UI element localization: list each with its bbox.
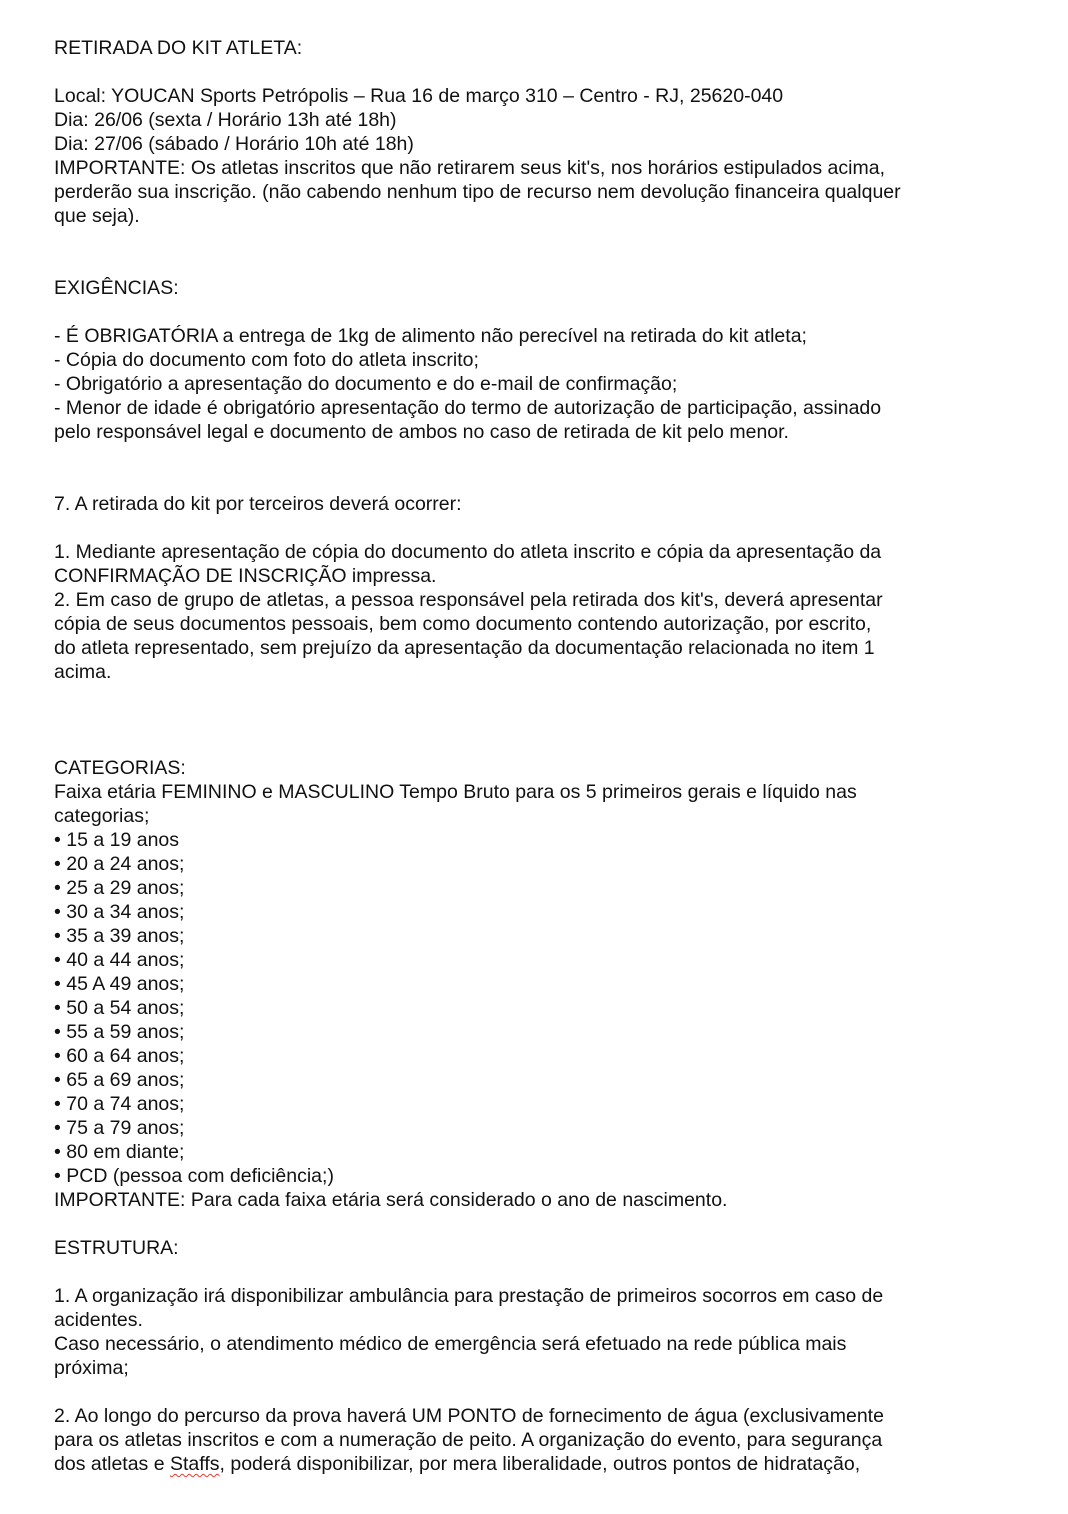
categorias-intro: Faixa etária FEMININO e MASCULINO Tempo Bruto para os 5 primeiros gerais e líquido nas [54, 781, 857, 803]
estrutura-item-2: 2. Ao longo do percurso da prova haverá UM PONTO de fornecimento de água (exclusivamente [54, 1405, 884, 1427]
terceiros-line: 2. Em caso de grupo de atletas, a pessoa responsável pela retirada dos kit's, deverá apresentar [54, 589, 883, 611]
exigencia-item: - Menor de idade é obrigatório apresentação do termo de autorização de participação, assinado [54, 397, 882, 419]
text-run: dos atletas e [54, 1453, 170, 1475]
categoria-item: • 35 a 39 anos; [54, 925, 185, 947]
categoria-item: • 30 a 34 anos; [54, 901, 185, 923]
categoria-item: • 60 a 64 anos; [54, 1045, 185, 1067]
kit-important-line: que seja). [54, 205, 140, 227]
categoria-item: • PCD (pessoa com deficiência;) [54, 1165, 334, 1187]
text-run: , poderá disponibilizar, por mera liberalidade, outros pontos de hidratação, [219, 1453, 861, 1475]
terceiros-line: CONFIRMAÇÃO DE INSCRIÇÃO impressa. [54, 565, 437, 587]
spellcheck-word: Staffs [170, 1453, 220, 1475]
section-heading-exigencias: EXIGÊNCIAS: [54, 277, 179, 299]
kit-day-1: Dia: 26/06 (sexta / Horário 13h até 18h) [54, 109, 397, 131]
section-heading-terceiros: 7. A retirada do kit por terceiros deverá ocorrer: [54, 493, 462, 515]
categoria-item: • 70 a 74 anos; [54, 1093, 185, 1115]
categoria-item: • 65 a 69 anos; [54, 1069, 185, 1091]
categoria-item: • 15 a 19 anos [54, 829, 180, 851]
categoria-item: • 80 em diante; [54, 1141, 185, 1163]
section-heading-categorias: CATEGORIAS: [54, 757, 186, 779]
kit-important-line: IMPORTANTE: Os atletas inscritos que não retirarem seus kit's, nos horários estipulados acima, [54, 157, 885, 179]
categoria-item: • 45 A 49 anos; [54, 973, 185, 995]
kit-day-2: Dia: 27/06 (sábado / Horário 10h até 18h) [54, 133, 414, 155]
estrutura-item-2 [54, 1452, 1044, 1476]
exigencia-item: - Cópia do documento com foto do atleta inscrito; [54, 349, 479, 371]
categorias-intro: categorias; [54, 805, 150, 827]
categoria-item: • 40 a 44 anos; [54, 949, 185, 971]
terceiros-line: cópia de seus documentos pessoais, bem como documento contendo autorização, por escrito, [54, 613, 872, 635]
exigencia-item: pelo responsável legal e documento de ambos no caso de retirada de kit pelo menor. [54, 421, 789, 443]
categorias-note: IMPORTANTE: Para cada faixa etária será considerado o ano de nascimento. [54, 1189, 728, 1211]
kit-important-line: perderão sua inscrição. (não cabendo nenhum tipo de recurso nem devolução financeira qualquer [54, 181, 901, 203]
categoria-item: • 20 a 24 anos; [54, 853, 185, 875]
estrutura-item-2: para os atletas inscritos e com a numeração de peito. A organização do evento, para segurança [54, 1429, 883, 1451]
estrutura-item-1: Caso necessário, o atendimento médico de emergência será efetuado na rede pública mais [54, 1333, 847, 1355]
estrutura-item-1: próxima; [54, 1357, 129, 1379]
categoria-item: • 55 a 59 anos; [54, 1021, 185, 1043]
section-heading-estrutura: ESTRUTURA: [54, 1237, 179, 1259]
estrutura-item-1: acidentes. [54, 1309, 143, 1331]
terceiros-line: acima. [54, 661, 112, 683]
categoria-item: • 50 a 54 anos; [54, 997, 185, 1019]
kit-local: Local: YOUCAN Sports Petrópolis – Rua 16 de março 310 – Centro - RJ, 25620-040 [54, 85, 784, 107]
section-heading-kit: RETIRADA DO KIT ATLETA: [54, 37, 303, 59]
categoria-item: • 75 a 79 anos; [54, 1117, 185, 1139]
exigencia-item: - Obrigatório a apresentação do documento e do e-mail de confirmação; [54, 373, 678, 395]
terceiros-line: 1. Mediante apresentação de cópia do documento do atleta inscrito e cópia da apresentação da [54, 541, 882, 563]
terceiros-line: do atleta representado, sem prejuízo da apresentação da documentação relacionada no item 1 [54, 637, 875, 659]
exigencia-item: - É OBRIGATÓRIA a entrega de 1kg de alimento não perecível na retirada do kit atleta; [54, 325, 807, 347]
estrutura-item-1: 1. A organização irá disponibilizar ambulância para prestação de primeiros socorros em caso de [54, 1285, 884, 1307]
document-page [54, 36, 1044, 1476]
categoria-item: • 25 a 29 anos; [54, 877, 185, 899]
